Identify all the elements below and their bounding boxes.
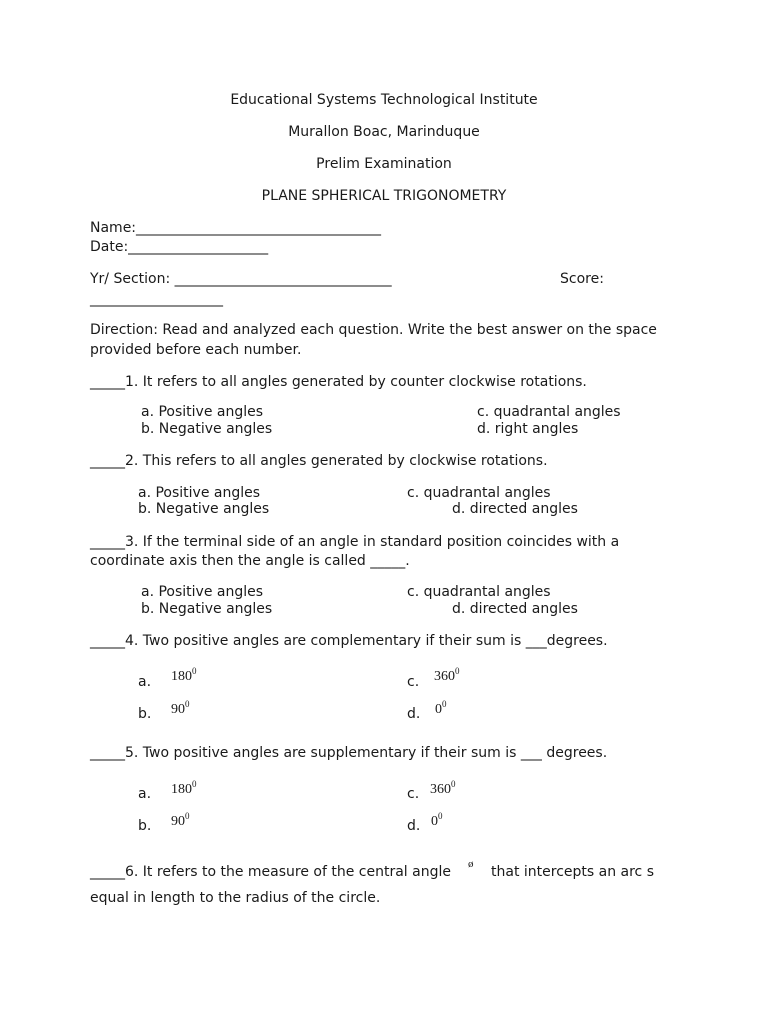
q5-choice-a-label: a. — [138, 786, 152, 802]
q1-choice-c: c. quadrantal angles — [477, 404, 621, 420]
question-4: _____4. Two positive angles are complementary if their sum is ___degrees. — [90, 633, 608, 649]
q3-choice-d: d. directed angles — [452, 601, 578, 617]
q4-choice-b-label: b. — [138, 706, 152, 722]
institute-address: Murallon Boac, Marinduque — [288, 124, 480, 140]
question-5: _____5. Two positive angles are supplementary if their sum is ___ degrees. — [90, 745, 608, 761]
date-field: Date:____________________ — [90, 239, 269, 255]
q4-choice-c-value: $360^0$ — [434, 666, 460, 684]
q3-choice-b: b. Negative angles — [141, 601, 273, 617]
q5-choice-d-label: d. — [407, 818, 421, 834]
q5-choice-c-label: c. — [407, 786, 420, 802]
score-label: Score: — [560, 271, 604, 287]
phi-symbol: ø — [468, 858, 474, 870]
q4-choice-b-value: $90^0$ — [171, 699, 190, 717]
q5-choice-c-value: $360^0$ — [430, 779, 456, 797]
q1-choice-b: b. Negative angles — [141, 421, 273, 437]
q2-choice-a: a. Positive angles — [138, 485, 261, 501]
score-line: ___________________ — [90, 291, 223, 307]
subject-title: PLANE SPHERICAL TRIGONOMETRY — [261, 188, 507, 204]
q4-choice-c-label: c. — [407, 674, 420, 690]
q1-choice-d: d. right angles — [477, 421, 579, 437]
q4-choice-a-label: a. — [138, 674, 152, 690]
q2-choice-d: d. directed angles — [452, 501, 578, 517]
q5-choice-a-value: $180^0$ — [171, 779, 197, 797]
q4-choice-d-value: $0^0$ — [435, 699, 447, 717]
q5-choice-b-label: b. — [138, 818, 152, 834]
direction-line-2: provided before each number. — [90, 342, 302, 358]
q4-choice-a-value: $180^0$ — [171, 666, 197, 684]
question-3-line-2: coordinate axis then the angle is called _____. — [90, 553, 410, 569]
q2-choice-b: b. Negative angles — [138, 501, 270, 517]
name-field: Name:___________________________________ — [90, 220, 382, 236]
q1-choice-a: a. Positive angles — [141, 404, 264, 420]
question-2: _____2. This refers to all angles generated by clockwise rotations. — [90, 453, 548, 469]
question-6-line-1-end: that intercepts an arc s — [491, 864, 654, 880]
q3-choice-a: a. Positive angles — [141, 584, 264, 600]
question-1: _____1. It refers to all angles generated by counter clockwise rotations. — [90, 374, 587, 390]
q5-choice-d-value: $0^0$ — [431, 811, 443, 829]
question-6-line-1: _____6. It refers to the measure of the central angle — [90, 864, 451, 880]
q3-choice-c: c. quadrantal angles — [407, 584, 551, 600]
section-field: Yr/ Section: _______________________________ — [90, 271, 392, 287]
q2-choice-c: c. quadrantal angles — [407, 485, 551, 501]
q5-choice-b-value: $90^0$ — [171, 811, 190, 829]
question-6-line-2: equal in length to the radius of the circle. — [90, 890, 381, 906]
q4-choice-d-label: d. — [407, 706, 421, 722]
question-3-line-1: _____3. If the terminal side of an angle in standard position coincides with a — [90, 534, 620, 550]
exam-title: Prelim Examination — [316, 156, 452, 172]
direction-line-1: Direction: Read and analyzed each question. Write the best answer on the space — [90, 322, 657, 338]
institute-name: Educational Systems Technological Institute — [230, 92, 538, 108]
